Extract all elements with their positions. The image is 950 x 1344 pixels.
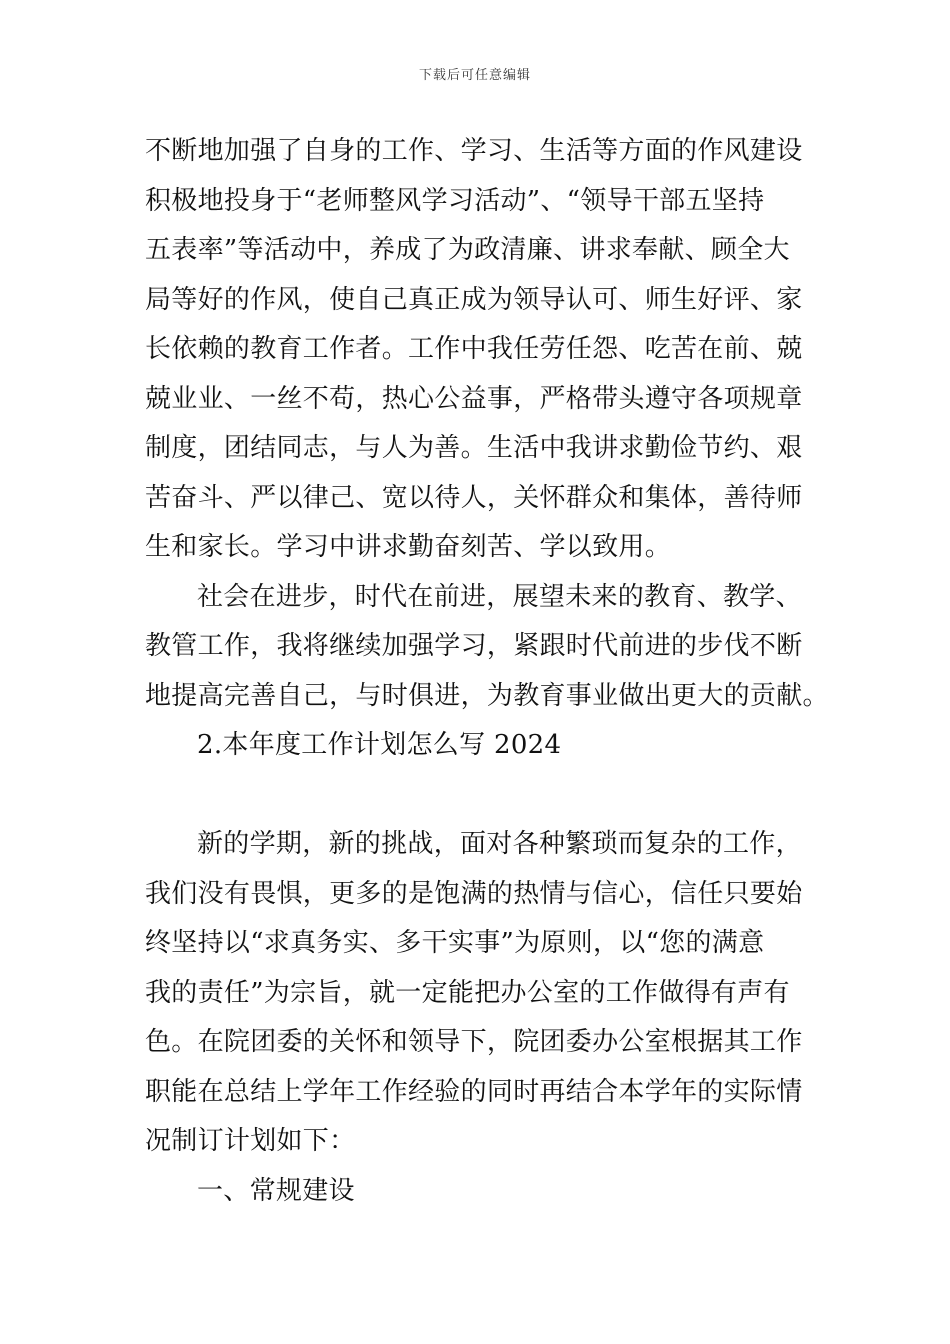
text-line: 教管工作，我将继续加强学习，紧跟时代前进的步伐不断 [145, 631, 803, 661]
paragraph-future-outlook [145, 573, 829, 722]
paragraph-work-style [145, 127, 815, 573]
text-line: 我的责任”为宗旨，就一定能把办公室的工作做得有声有 [145, 977, 790, 1008]
section-heading: 2.本年度工作计划怎么写 2024 [197, 730, 562, 760]
document-body [145, 127, 829, 1216]
text-line: 况制订计划如下： [145, 1126, 356, 1156]
text-line: 我们没有畏惧，更多的是饱满的热情与信心，信任只要始 [145, 878, 803, 909]
text-line: 五表率”等活动中，养成了为政清廉、讲求奉献、顾全大 [145, 235, 790, 265]
text-line: 地提高完善自己，与时俱进，为教育事业做出更大的贡献。 [145, 680, 829, 711]
subheading-routine-construction: 一、常规建设 [197, 1175, 355, 1206]
text-line: 长依赖的教育工作者。工作中我任劳任怨、吃苦在前、兢 [145, 334, 803, 364]
text-line: 职能在总结上学年工作经验的同时再结合本学年的实际情 [145, 1076, 803, 1107]
text-line: 局等好的作风，使自己真正成为领导认可、师生好评、家 [145, 284, 803, 315]
text-line: 不断地加强了自身的工作、学习、生活等方面的作风建设 [145, 136, 803, 166]
blank-line [145, 771, 815, 821]
page-header: 下载后可任意编辑 [418, 68, 531, 83]
text-line: 苦奋斗、严以律己、宽以待人，关怀群众和集体，善待师 [145, 482, 803, 513]
text-line: 积极地投身于“老师整风学习活动”、“领导干部五坚持 [145, 185, 765, 216]
text-line: 新的学期，新的挑战，面对各种繁琐而复杂的工作， [197, 829, 802, 859]
paragraph-new-semester [145, 820, 815, 1167]
text-line: 社会在进步，时代在前进，展望未来的教育、教学、 [197, 581, 802, 612]
text-line: 制度，团结同志，与人为善。生活中我讲求勤俭节约、艰 [145, 433, 803, 463]
text-line: 色。在院团委的关怀和领导下，院团委办公室根据其工作 [145, 1027, 803, 1057]
text-line: 终坚持以“求真务实、多干实事”为原则，以“您的满意 [145, 928, 765, 958]
text-line: 生和家长。学习中讲求勤奋刻苦、学以致用。 [145, 532, 672, 562]
text-line: 兢业业、一丝不苟，热心公益事，严格带头遵守各项规章 [145, 383, 803, 414]
